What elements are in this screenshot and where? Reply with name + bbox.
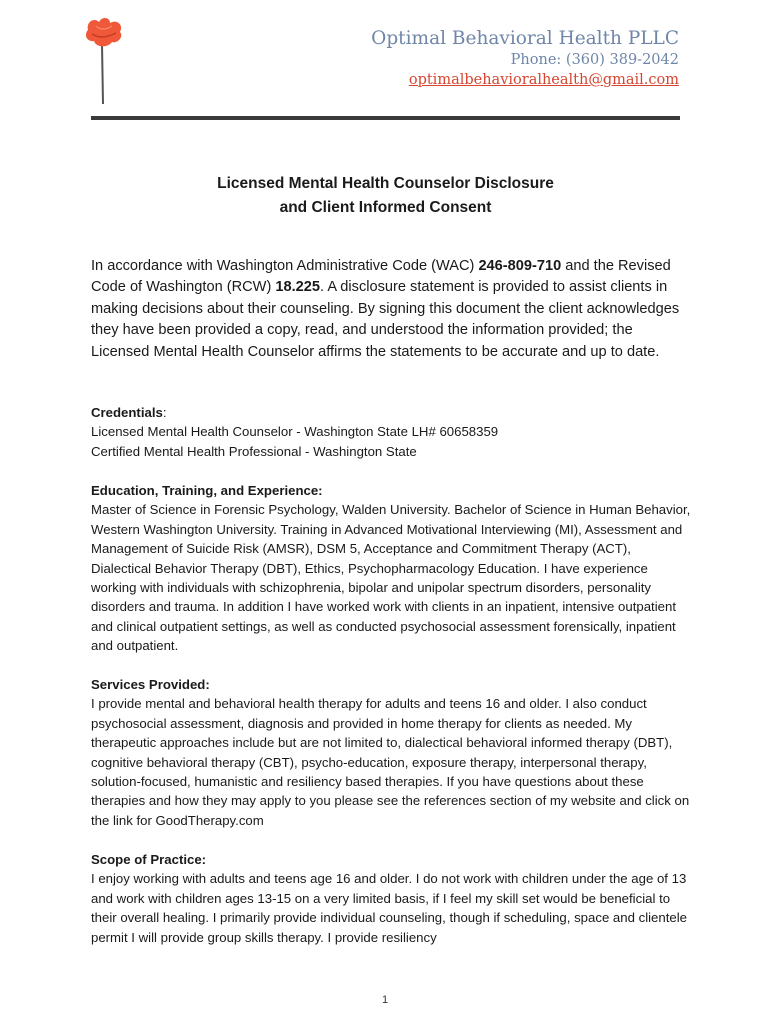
services-section: [91, 675, 691, 830]
scope-heading: Scope of Practice:: [91, 852, 207, 867]
intro-text-1: In accordance with Washington Administrative Code (WAC): [91, 258, 479, 274]
credential-line-1: Licensed Mental Health Counselor - Washington State LH# 60658359: [91, 424, 499, 440]
org-email-link[interactable]: optimalbehavioralhealth@gmail.com: [408, 72, 679, 88]
org-contact-block: [371, 28, 679, 90]
credentials-colon: :: [162, 405, 167, 420]
wac-code: 246-809-710: [478, 258, 562, 274]
header-divider: [91, 116, 680, 120]
credential-line-2: Certified Mental Health Professional - Washington State: [91, 443, 417, 459]
red-poppy-flower-icon: [82, 14, 132, 106]
page-number: 1: [381, 994, 389, 1006]
org-phone: Phone: (360) 389-2042: [510, 52, 679, 68]
org-name: Optimal Behavioral Health PLLC: [371, 28, 679, 49]
credentials-heading: Credentials: [91, 405, 163, 420]
scope-section: [91, 850, 691, 947]
intro-paragraph: [91, 256, 680, 363]
services-heading: Services Provided:: [91, 677, 210, 692]
intro-text-2: and the Revised Code of Washington (RCW): [91, 258, 671, 296]
title-line-2: and Client Informed Consent: [279, 199, 492, 216]
education-heading: Education, Training, and Experience:: [91, 483, 323, 498]
education-section: [91, 481, 691, 656]
services-body: I provide mental and behavioral health therapy for adults and teens 16 and older. I also conduct psychosocial assessment, diagnosis and provided in home therapy for clients as needed. My therapeutic approaches include but are not limited to, dialectical behavioral informed therapy (DBT), cognitive behavioral therapy (CBT), psycho-education, exposure therapy, interpersonal therapy, solution-focused, humanistic and resiliency based therapies. If you have questions about these therapies and how they may apply to you please see the references section of my website and click on the link for GoodTherapy.com: [91, 696, 690, 828]
document-title: [91, 172, 680, 220]
title-line-1: Licensed Mental Health Counselor Disclosure: [217, 175, 554, 192]
logo: [82, 14, 132, 106]
credentials-section: [91, 403, 691, 461]
education-body: Master of Science in Forensic Psychology, Walden University. Bachelor of Science in Human Behavior, Western Washington University. Training in Advanced Motivational Interviewing (MI), Assessment and Management of Suicide Risk (AMSR), DSM 5, Acceptance and Commitment Therapy (ACT), Dialectical Behavior Therapy (DBT), Ethics, Psychopharmacology Education. I have experience working with individuals with schizophrenia, bipolar and unipolar spectrum disorders, personality disorders and trauma. In addition I have worked work with clients in an inpatient, intensive outpatient and clinical outpatient settings, as well as conducted psychosocial assessment forensically, inpatient and outpatient.: [91, 502, 691, 654]
intro-text-3: . A disclosure statement is provided to assist clients in making decisions about their counseling. By signing this document the client acknowledges they have been provided a copy, read, and understood the information provided; the Licensed Mental Health Counselor affirms the statements to be accurate and up to date.: [91, 279, 680, 360]
rcw-code: 18.225: [275, 279, 321, 296]
scope-body: I enjoy working with adults and teens age 16 and older. I do not work with children under the age of 13 and work with children ages 13-15 on a very limited basis, if I feel my skill set would be beneficial to their overall healing. I primarily provide individual counseling, though if scheduling, space and clientele permit I will provide group skills therapy. I provide resiliency: [91, 871, 687, 945]
